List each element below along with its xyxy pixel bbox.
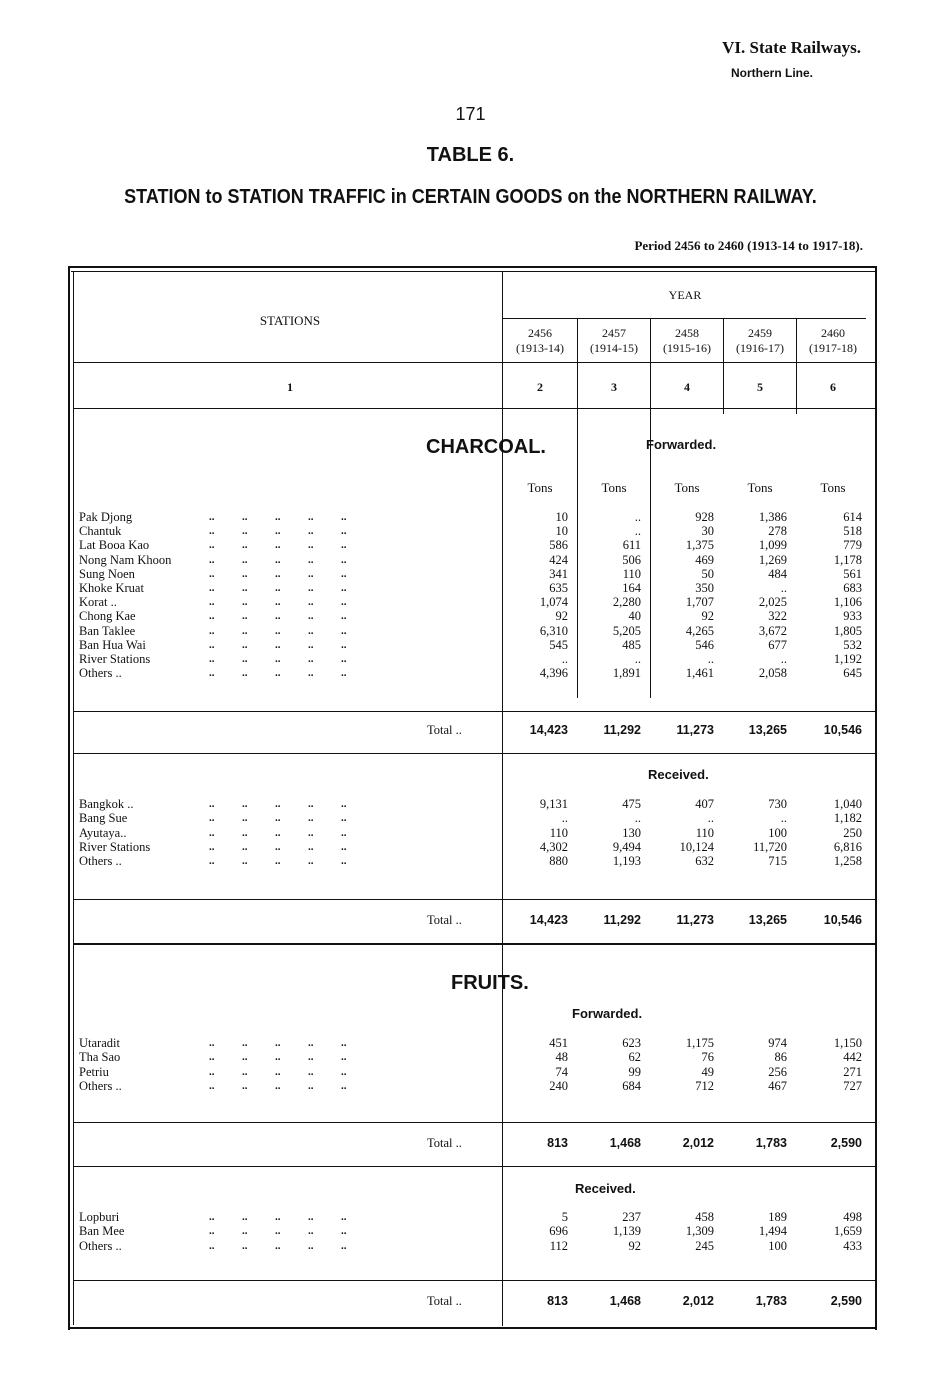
- cell-value: 92: [555, 609, 568, 624]
- total-value: 2,590: [830, 1294, 862, 1308]
- cell-value: ..: [780, 581, 787, 595]
- total-value: 11,273: [676, 723, 714, 737]
- cell-value: 1,150: [833, 1036, 862, 1050]
- cell-value: 9,131: [539, 797, 568, 811]
- leader-dots: .. .. .. .. ..: [209, 667, 347, 680]
- total-value: 14,423: [529, 913, 568, 927]
- cell-value: 2,058: [758, 666, 787, 681]
- cell-value: 245: [695, 1238, 714, 1253]
- col-number-2: 2: [537, 380, 543, 394]
- charcoal-received-label: Received.: [648, 767, 709, 782]
- cell-value: 586: [549, 538, 568, 553]
- unit-col-4: Tons: [674, 480, 700, 495]
- year-col-4: 2458 (1915-16): [663, 326, 711, 355]
- leader-dots: .. .. .. .. ..: [209, 511, 347, 523]
- cell-value: 48: [555, 1050, 568, 1065]
- fruits-total-rule: [74, 1166, 875, 1167]
- station-name: Others ..: [79, 1078, 122, 1093]
- page-number: 171: [455, 104, 486, 124]
- cell-value: 10,124: [679, 839, 714, 854]
- cell-value: 730: [768, 797, 787, 811]
- cell-value: ..: [634, 811, 641, 826]
- cell-value: 407: [695, 797, 714, 811]
- total-value: 1,783: [755, 1294, 787, 1308]
- total-value: 14,423: [529, 723, 568, 737]
- cell-value: 11,720: [753, 839, 787, 854]
- year-col-2: 2456 (1913-14): [516, 326, 564, 355]
- table-row: [79, 510, 869, 524]
- period-note: Period 2456 to 2460 (1913-14 to 1917-18).: [634, 238, 863, 253]
- table-row: [79, 553, 869, 567]
- cell-value: ..: [561, 811, 568, 826]
- cell-value: 1,074: [539, 595, 568, 610]
- cell-value: 1,182: [833, 811, 862, 826]
- cell-value: 1,386: [758, 510, 787, 524]
- table-row: [79, 811, 869, 825]
- total-value: 11,292: [603, 723, 641, 737]
- cell-value: 532: [843, 637, 862, 652]
- cell-value: 100: [768, 1238, 787, 1253]
- table-row: [79, 638, 869, 652]
- cell-value: 2,025: [758, 595, 787, 610]
- table-row: [79, 595, 869, 609]
- cell-value: 632: [695, 854, 714, 869]
- unit-col-3: Tons: [601, 480, 627, 495]
- cell-value: 442: [843, 1050, 862, 1065]
- cell-value: 498: [843, 1210, 862, 1224]
- table-top-border-inner: [71, 271, 877, 272]
- cell-value: 1,099: [758, 538, 787, 553]
- table-bottom-border: [68, 1327, 877, 1329]
- leader-dots: .. .. .. .. ..: [209, 525, 347, 538]
- cell-value: 475: [622, 797, 641, 811]
- leader-dots: .. .. .. .. ..: [209, 826, 347, 839]
- cell-value: 50: [701, 566, 714, 581]
- station-name: Lat Booa Kao: [79, 538, 150, 553]
- leader-dots: .. .. .. .. ..: [209, 582, 347, 594]
- cell-value: 1,192: [833, 652, 862, 666]
- table-left-border: [68, 266, 70, 1330]
- total-value: 1,468: [609, 1136, 641, 1150]
- station-name: Ban Taklee: [79, 623, 136, 638]
- table-row: [79, 1036, 869, 1050]
- leader-dots: .. .. .. .. ..: [209, 553, 347, 566]
- table-row: [79, 1239, 869, 1253]
- cell-value: 30: [701, 524, 714, 539]
- table-row: [79, 567, 869, 581]
- leader-dots: .. .. .. .. ..: [209, 1239, 347, 1252]
- cell-value: 645: [843, 666, 862, 681]
- total-value: 2,012: [682, 1136, 714, 1150]
- cell-value: 49: [701, 1064, 714, 1079]
- cell-value: 1,461: [685, 666, 714, 681]
- cell-value: 1,193: [612, 854, 641, 869]
- total-value: 11,273: [676, 913, 714, 927]
- cell-value: 350: [695, 581, 714, 595]
- charcoal-end-rule: [74, 943, 875, 945]
- total-label: Total ..: [427, 1136, 462, 1150]
- cell-value: 189: [768, 1210, 787, 1224]
- total-value: 813: [547, 1136, 568, 1150]
- total-label: Total ..: [427, 1294, 462, 1308]
- station-name: Bangkok ..: [79, 797, 134, 811]
- col-number-3: 3: [611, 380, 617, 394]
- table-row: [79, 840, 869, 854]
- cell-value: ..: [634, 510, 641, 524]
- cell-value: 1,805: [833, 623, 862, 638]
- cell-value: 4,396: [539, 666, 568, 681]
- cell-value: 974: [768, 1036, 787, 1050]
- cell-value: ..: [707, 652, 714, 666]
- total-label: Total ..: [427, 723, 462, 737]
- unit-col-2: Tons: [527, 480, 553, 495]
- station-name: Utaradit: [79, 1036, 120, 1050]
- table-row: [79, 666, 869, 680]
- cell-value: 614: [843, 510, 862, 524]
- cell-value: 110: [695, 825, 714, 840]
- table-row: [79, 581, 869, 595]
- cell-value: 3,672: [758, 623, 787, 638]
- cell-value: 278: [768, 524, 787, 539]
- cell-value: 727: [843, 1078, 862, 1093]
- cell-value: ..: [561, 652, 568, 666]
- section-heading: VI. State Railways.: [722, 38, 861, 57]
- cell-value: 341: [549, 566, 568, 581]
- cell-value: 677: [768, 637, 787, 652]
- cell-value: 250: [843, 825, 862, 840]
- cell-value: 322: [768, 609, 787, 624]
- cell-value: 6,310: [539, 623, 568, 638]
- cell-value: 92: [628, 1238, 641, 1253]
- cell-value: 458: [695, 1210, 714, 1224]
- cell-value: 4,302: [539, 839, 568, 854]
- station-name: Others ..: [79, 1238, 122, 1253]
- cell-value: 5,205: [612, 623, 641, 638]
- cell-value: 110: [622, 566, 641, 581]
- fruits-received-rule: [74, 1280, 875, 1281]
- cell-value: 62: [628, 1050, 641, 1065]
- cell-value: 451: [549, 1036, 568, 1050]
- table-row: [79, 524, 869, 538]
- cell-value: 712: [695, 1078, 714, 1093]
- cell-value: 240: [549, 1078, 568, 1093]
- cell-value: 10: [555, 510, 568, 524]
- unit-col-5: Tons: [747, 480, 773, 495]
- leader-dots: .. .. .. .. ..: [209, 653, 347, 665]
- cell-value: 4,265: [685, 623, 714, 638]
- fruits-title: FRUITS.: [451, 972, 529, 994]
- year-underline: [502, 318, 866, 319]
- table-row: [79, 624, 869, 638]
- fruits-forwarded-rule: [74, 1122, 875, 1123]
- cell-value: 1,175: [685, 1036, 714, 1050]
- col-number-6: 6: [830, 380, 836, 394]
- cell-value: 2,280: [612, 595, 641, 610]
- table-row: [79, 609, 869, 623]
- charcoal-title: CHARCOAL.: [426, 436, 546, 458]
- year-col-3: 2457 (1914-15): [590, 326, 638, 355]
- cell-value: 424: [549, 552, 568, 567]
- cell-value: 1,139: [612, 1224, 641, 1239]
- col-number-5: 5: [757, 380, 763, 394]
- cell-value: 112: [549, 1238, 568, 1253]
- leader-dots: .. .. .. .. ..: [209, 1037, 347, 1049]
- cell-value: 1,659: [833, 1224, 862, 1239]
- station-name: Sung Noen: [79, 566, 135, 581]
- cell-value: 256: [768, 1064, 787, 1079]
- leader-dots: .. .. .. .. ..: [209, 624, 347, 637]
- total-value: 10,546: [823, 723, 862, 737]
- cell-value: 1,494: [758, 1224, 787, 1239]
- total-row: [79, 1294, 869, 1310]
- cell-value: 86: [774, 1050, 787, 1065]
- table-row: [79, 1079, 869, 1093]
- line-subheading: Northern Line.: [730, 66, 813, 80]
- station-name: Ban Mee: [79, 1224, 125, 1239]
- station-name: Pak Djong: [79, 510, 133, 524]
- leader-dots: .. .. .. .. ..: [209, 855, 347, 868]
- cell-value: 5: [561, 1210, 568, 1224]
- station-name: River Stations: [79, 652, 151, 666]
- fruits-received-label: Received.: [575, 1181, 636, 1196]
- leader-dots: .. .. .. .. ..: [209, 798, 347, 810]
- total-value: 2,012: [682, 1294, 714, 1308]
- leader-dots: .. .. .. .. ..: [209, 1225, 347, 1238]
- table-top-border: [68, 266, 877, 268]
- cell-value: 1,269: [758, 552, 787, 567]
- leader-dots: .. .. .. .. ..: [209, 1079, 347, 1092]
- year-col-6: 2460 (1917-18): [809, 326, 857, 355]
- cell-value: 611: [622, 538, 641, 553]
- cell-value: 546: [695, 637, 714, 652]
- cell-value: 485: [622, 637, 641, 652]
- table-right-border: [875, 266, 877, 1330]
- total-value: 1,783: [755, 1136, 787, 1150]
- cell-value: 484: [768, 566, 787, 581]
- total-label: Total ..: [427, 913, 462, 927]
- cell-value: 467: [768, 1078, 787, 1093]
- total-value: 10,546: [823, 913, 862, 927]
- cell-value: 1,375: [685, 538, 714, 553]
- cell-value: ..: [780, 811, 787, 826]
- table-row: [79, 538, 869, 552]
- table-row: [79, 826, 869, 840]
- leader-dots: .. .. .. .. ..: [209, 1051, 347, 1064]
- cell-value: ..: [707, 811, 714, 826]
- leader-dots: .. .. .. .. ..: [209, 1065, 347, 1078]
- cell-value: 684: [622, 1078, 641, 1093]
- cell-value: ..: [780, 652, 787, 666]
- cell-value: 715: [768, 854, 787, 869]
- total-value: 13,265: [748, 723, 787, 737]
- cell-value: 237: [622, 1210, 641, 1224]
- station-name: Others ..: [79, 854, 122, 869]
- cell-value: 1,309: [685, 1224, 714, 1239]
- station-name: River Stations: [79, 839, 151, 854]
- col-number-1: 1: [287, 380, 293, 394]
- cell-value: 1,106: [833, 595, 862, 610]
- stations-header: STATIONS: [259, 313, 321, 328]
- station-name: Ayutaya..: [79, 825, 127, 840]
- cell-value: 40: [628, 609, 641, 624]
- leader-dots: .. .. .. .. ..: [209, 638, 347, 651]
- cell-value: 100: [768, 825, 787, 840]
- cell-value: 74: [555, 1064, 568, 1079]
- charcoal-total-rule: [74, 753, 875, 754]
- station-name: Korat ..: [79, 595, 117, 610]
- total-value: 13,265: [748, 913, 787, 927]
- total-row: [79, 1136, 869, 1152]
- leader-dots: .. .. .. .. ..: [209, 610, 347, 623]
- cell-value: ..: [634, 524, 641, 539]
- cell-value: 623: [622, 1036, 641, 1050]
- cell-value: 9,494: [612, 839, 641, 854]
- cell-value: 545: [549, 637, 568, 652]
- cell-value: 1,707: [685, 595, 714, 610]
- colnum-rule: [74, 408, 875, 409]
- total-value: 11,292: [603, 913, 641, 927]
- cell-value: 6,816: [833, 839, 862, 854]
- charcoal-received-rule: [74, 899, 875, 900]
- table-row: [79, 1050, 869, 1064]
- leader-dots: .. .. .. .. ..: [209, 812, 347, 825]
- cell-value: 164: [622, 581, 641, 595]
- year-header: YEAR: [668, 288, 702, 302]
- leader-dots: .. .. .. .. ..: [209, 596, 347, 609]
- table-number: TABLE 6.: [426, 144, 515, 166]
- station-name: Petriu: [79, 1064, 109, 1079]
- station-name: Chong Kae: [79, 609, 136, 624]
- year-col-5: 2459 (1916-17): [736, 326, 784, 355]
- station-name: Lopburi: [79, 1210, 120, 1224]
- cell-value: 469: [695, 552, 714, 567]
- table-row: [79, 1224, 869, 1238]
- cell-value: 76: [701, 1050, 714, 1065]
- header-rule: [74, 362, 875, 363]
- cell-value: 110: [549, 825, 568, 840]
- leader-dots: .. .. .. .. ..: [209, 840, 347, 853]
- total-value: 813: [547, 1294, 568, 1308]
- total-row: [79, 723, 869, 739]
- total-row: [79, 913, 869, 929]
- leader-dots: .. .. .. .. ..: [209, 1211, 347, 1223]
- cell-value: 933: [843, 609, 862, 624]
- cell-value: 1,178: [833, 552, 862, 567]
- cell-value: 779: [843, 538, 862, 553]
- cell-value: 271: [843, 1064, 862, 1079]
- station-name: Ban Hua Wai: [79, 637, 146, 652]
- cell-value: 130: [622, 825, 641, 840]
- cell-value: 506: [622, 552, 641, 567]
- table-row: [79, 797, 869, 811]
- station-name: Bang Sue: [79, 811, 128, 826]
- table-row: [79, 1065, 869, 1079]
- station-name: Nong Nam Khoon: [79, 552, 172, 567]
- total-value: 1,468: [609, 1294, 641, 1308]
- cell-value: 880: [549, 854, 568, 869]
- unit-col-6: Tons: [820, 480, 846, 495]
- fruits-forwarded-label: Forwarded.: [572, 1006, 643, 1021]
- leader-dots: .. .. .. .. ..: [209, 539, 347, 552]
- charcoal-forwarded-rule: [74, 711, 875, 712]
- total-value: 2,590: [830, 1136, 862, 1150]
- station-name: Chantuk: [79, 524, 122, 539]
- cell-value: 1,040: [833, 797, 862, 811]
- cell-value: 92: [701, 609, 714, 624]
- station-name: Tha Sao: [79, 1050, 121, 1065]
- cell-value: ..: [634, 652, 641, 666]
- station-name: Khoke Kruat: [79, 581, 144, 595]
- table-row: [79, 854, 869, 868]
- cell-value: 99: [628, 1064, 641, 1079]
- cell-value: 1,258: [833, 854, 862, 869]
- cell-value: 433: [843, 1238, 862, 1253]
- cell-value: 683: [843, 581, 862, 595]
- table-row: [79, 652, 869, 666]
- leader-dots: .. .. .. .. ..: [209, 567, 347, 580]
- cell-value: 561: [843, 566, 862, 581]
- station-name: Others ..: [79, 666, 122, 681]
- cell-value: 635: [549, 581, 568, 595]
- col-number-4: 4: [684, 380, 690, 394]
- cell-value: 1,891: [612, 666, 641, 681]
- table-row: [79, 1210, 869, 1224]
- table-title: STATION to STATION TRAFFIC in CERTAIN GOODS on the NORTHERN RAILWAY.: [124, 186, 817, 208]
- cell-value: 10: [555, 524, 568, 539]
- cell-value: 928: [695, 510, 714, 524]
- charcoal-forwarded-label: Forwarded.: [646, 437, 717, 452]
- cell-value: 696: [549, 1224, 568, 1239]
- cell-value: 518: [843, 524, 862, 539]
